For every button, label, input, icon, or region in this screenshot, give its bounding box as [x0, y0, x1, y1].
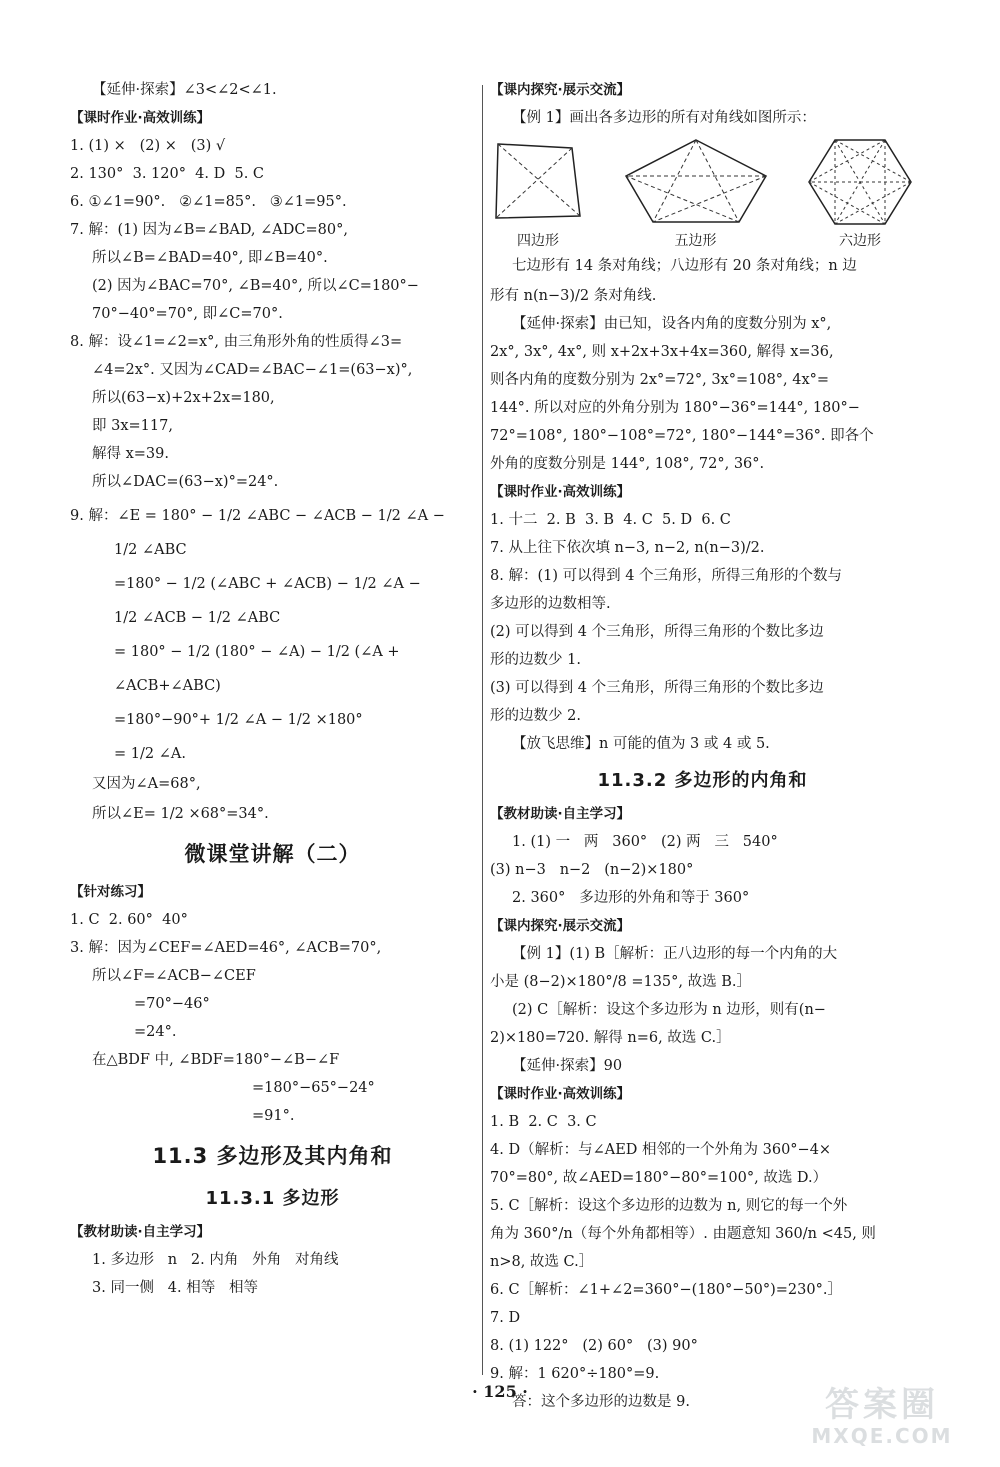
- figure-pentagon: [621, 136, 771, 250]
- answer-line: 70°−40°=70°, 即∠C=70°.: [92, 306, 283, 322]
- figure-caption: 五边形: [674, 233, 717, 249]
- answer-line: =91°.: [252, 1108, 295, 1124]
- answer-line: 7. 解：(1) 因为∠B=∠BAD, ∠ADC=80°,: [70, 222, 348, 238]
- answer-line: =180° − 1/2 (∠ABC + ∠ACB) − 1/2 ∠A −: [114, 576, 421, 592]
- answer-line: 角为 360°/n（每个外角都相等）. 由题意知 360/n <45, 则: [490, 1226, 876, 1242]
- answer-line: 6. ①∠1=90°. ②∠1=85°. ③∠1=95°.: [70, 194, 347, 210]
- answer-line: 所以∠DAC=(63−x)°=24°.: [92, 474, 279, 490]
- figure-quadrilateral: [490, 136, 586, 250]
- answer-line: 【延伸·探索】由已知，设各内角的度数分别为 x°,: [512, 316, 832, 332]
- answer-line: 所以(63−x)+2x+2x=180,: [92, 390, 275, 406]
- answer-line: 8. (1) 122° (2) 60° (3) 90°: [490, 1338, 698, 1354]
- answer-line: 小是 (8−2)×180°/8 =135°, 故选 B.］: [490, 974, 751, 990]
- extension-answer: 【延伸·探索】∠3<∠2<∠1.: [92, 82, 277, 98]
- answer-line: 则各内角的度数分别为 2x°=72°, 3x°=108°, 4x°=: [490, 372, 830, 388]
- section-header-practice: 【针对练习】: [70, 884, 151, 900]
- heading-11-3-2: 11.3.2 多边形的内角和: [597, 770, 808, 791]
- answer-line: =24°.: [134, 1024, 177, 1040]
- answer-line: (3) 可以得到 4 个三角形，所得三角形的个数比多边: [490, 680, 824, 696]
- answer-line: =70°−46°: [134, 996, 210, 1012]
- answer-line: 8. 解：设∠1=∠2=x°, 由三角形外角的性质得∠3=: [70, 334, 403, 350]
- answer-line: n>8, 故选 C.］: [490, 1254, 594, 1270]
- section-header-reading: 【教材助读·自主学习】: [70, 1224, 211, 1240]
- answer-line: = 1/2 ∠A.: [114, 746, 186, 762]
- answer-line: 144°. 所以对应的外角分别为 180°−36°=144°, 180°−: [490, 400, 860, 416]
- heading-11-3: 11.3 多边形及其内角和: [152, 1144, 393, 1168]
- section-header-inclass: 【课内探究·展示交流】: [490, 82, 631, 98]
- answer-line: ∠4=2x°. 又因为∠CAD=∠BAC−∠1=(63−x)°,: [92, 362, 413, 378]
- answer-line: 1/2 ∠ACB − 1/2 ∠ABC: [114, 610, 281, 626]
- answer-line: 4. D（解析：与∠AED 相邻的一个外角为 360°−4×: [490, 1142, 832, 1158]
- answer-line: =180°−90°+ 1/2 ∠A − 1/2 ×180°: [114, 712, 363, 728]
- answer-line: 答：这个多边形的边数是 9.: [512, 1394, 690, 1410]
- answer-line: 8. 解：(1) 可以得到 4 个三角形，所得三角形的个数与: [490, 568, 843, 584]
- answer-line: 2x°, 3x°, 4x°, 则 x+2x+3x+4x=360, 解得 x=36,: [490, 344, 834, 360]
- page-number: · 125 ·: [472, 1382, 528, 1401]
- answer-line: (2) 因为∠BAC=70°, ∠B=40°, 所以∠C=180°−: [92, 278, 419, 294]
- answer-line: 1. B 2. C 3. C: [490, 1114, 597, 1130]
- answer-line: 又因为∠A=68°,: [92, 776, 201, 792]
- section-header-inclass: 【课内探究·展示交流】: [490, 918, 631, 934]
- section-header-reading: 【教材助读·自主学习】: [490, 806, 631, 822]
- answer-line: 所以∠E= 1/2 ×68°=34°.: [92, 806, 269, 822]
- answer-line: 5. C［解析：设这个多边形的边数为 n, 则它的每一个外: [490, 1198, 848, 1214]
- answer-line: 3. 解：因为∠CEF=∠AED=46°, ∠ACB=70°,: [70, 940, 382, 956]
- answer-line: 70°=80°, 故∠AED=180°−80°=100°, 故选 D.）: [490, 1170, 828, 1186]
- answer-line: 【例 1】(1) B［解析：正八边形的每一个内角的大: [512, 946, 838, 962]
- example-line: 【例 1】画出各多边形的所有对角线如图所示：: [512, 110, 816, 126]
- pentagon-diagram: [621, 136, 771, 228]
- answer-line: 在△BDF 中, ∠BDF=180°−∠B−∠F: [92, 1052, 340, 1068]
- answer-line: 【延伸·探索】90: [512, 1058, 623, 1074]
- watermark-text: 答案圈: [825, 1385, 939, 1425]
- answer-line: 形的边数少 2.: [490, 708, 581, 724]
- watermark-logo: [782, 1385, 982, 1455]
- answer-line: 七边形有 14 条对角线；八边形有 20 条对角线；n 边: [512, 258, 857, 274]
- section-header-homework: 【课时作业·高效训练】: [490, 484, 631, 500]
- answer-line: 多边形的边数相等.: [490, 596, 611, 612]
- answer-line: (2) C［解析：设这个多边形为 n 边形，则有(n−: [512, 1002, 826, 1018]
- answer-line: 形的边数少 1.: [490, 652, 581, 668]
- answer-line: 2. 130° 3. 120° 4. D 5. C: [70, 166, 265, 182]
- answer-line: 9. 解：1 620°÷180°=9.: [490, 1366, 660, 1382]
- answer-line: 72°=108°, 180°−108°=72°, 180°−144°=36°. 即各个: [490, 428, 874, 444]
- answer-line: 解得 x=39.: [92, 446, 169, 462]
- column-divider: [482, 85, 483, 1375]
- answer-line: 1. 十二 2. B 3. B 4. C 5. D 6. C: [490, 512, 731, 528]
- watermark-url: MXQE.COM: [811, 1424, 953, 1448]
- section-header-homework: 【课时作业·高效训练】: [490, 1086, 631, 1102]
- quadrilateral-diagram: [490, 136, 586, 228]
- answer-line: ∠ACB+∠ABC): [114, 678, 221, 694]
- answer-line: 外角的度数分别是 144°, 108°, 72°, 36°.: [490, 456, 765, 472]
- answer-line: 1. C 2. 60° 40°: [70, 912, 188, 928]
- answer-line: 7. D: [490, 1310, 521, 1326]
- answer-line: 2)×180=720. 解得 n=6, 故选 C.］: [490, 1030, 731, 1046]
- right-column: [490, 80, 915, 1420]
- heading-11-3-1: 11.3.1 多边形: [205, 1188, 340, 1209]
- answer-line: 3. 同一侧 4. 相等 相等: [92, 1280, 259, 1296]
- answer-line: 形有 n(n−3)/2 条对角线.: [490, 288, 657, 304]
- left-column: [70, 80, 475, 1306]
- answer-line: 6. C［解析：∠1+∠2=360°−(180°−50°)=230°.］: [490, 1282, 842, 1298]
- answer-line: 7. 从上往下依次填 n−3, n−2, n(n−3)/2.: [490, 540, 765, 556]
- answer-line: = 180° − 1/2 (180° − ∠A) − 1/2 (∠A +: [114, 644, 400, 660]
- answer-line: (2) 可以得到 4 个三角形，所得三角形的个数比多边: [490, 624, 824, 640]
- heading-micro-lecture: 微课堂讲解（二）: [184, 842, 361, 866]
- answer-line: 1. (1) × (2) × (3) √: [70, 138, 226, 154]
- figure-caption: 六边形: [839, 233, 881, 249]
- answer-line: 1. 多边形 n 2. 内角 外角 对角线: [92, 1252, 339, 1268]
- answer-line: 1. (1) 一 两 360° (2) 两 三 540°: [512, 834, 778, 850]
- answer-line: 所以∠F=∠ACB−∠CEF: [92, 968, 256, 984]
- hexagon-diagram: [805, 136, 915, 228]
- answer-line: 所以∠B=∠BAD=40°, 即∠B=40°.: [92, 250, 328, 266]
- answer-line: 即 3x=117,: [92, 418, 173, 434]
- answer-line: 2. 360° 多边形的外角和等于 360°: [512, 890, 750, 906]
- polygon-figures: [490, 136, 915, 250]
- answer-line: 【放飞思维】n 可能的值为 3 或 4 或 5.: [512, 736, 770, 752]
- figure-caption: 四边形: [517, 233, 559, 249]
- answer-line: 9. 解：∠E = 180° − 1/2 ∠ABC − ∠ACB − 1/2 ∠A −: [70, 508, 445, 524]
- answer-line: =180°−65°−24°: [252, 1080, 375, 1096]
- answer-line: 1/2 ∠ABC: [114, 542, 187, 558]
- figure-hexagon: [805, 136, 915, 250]
- section-header-homework: 【课时作业·高效训练】: [70, 110, 211, 126]
- answer-line: (3) n−3 n−2 (n−2)×180°: [490, 862, 694, 878]
